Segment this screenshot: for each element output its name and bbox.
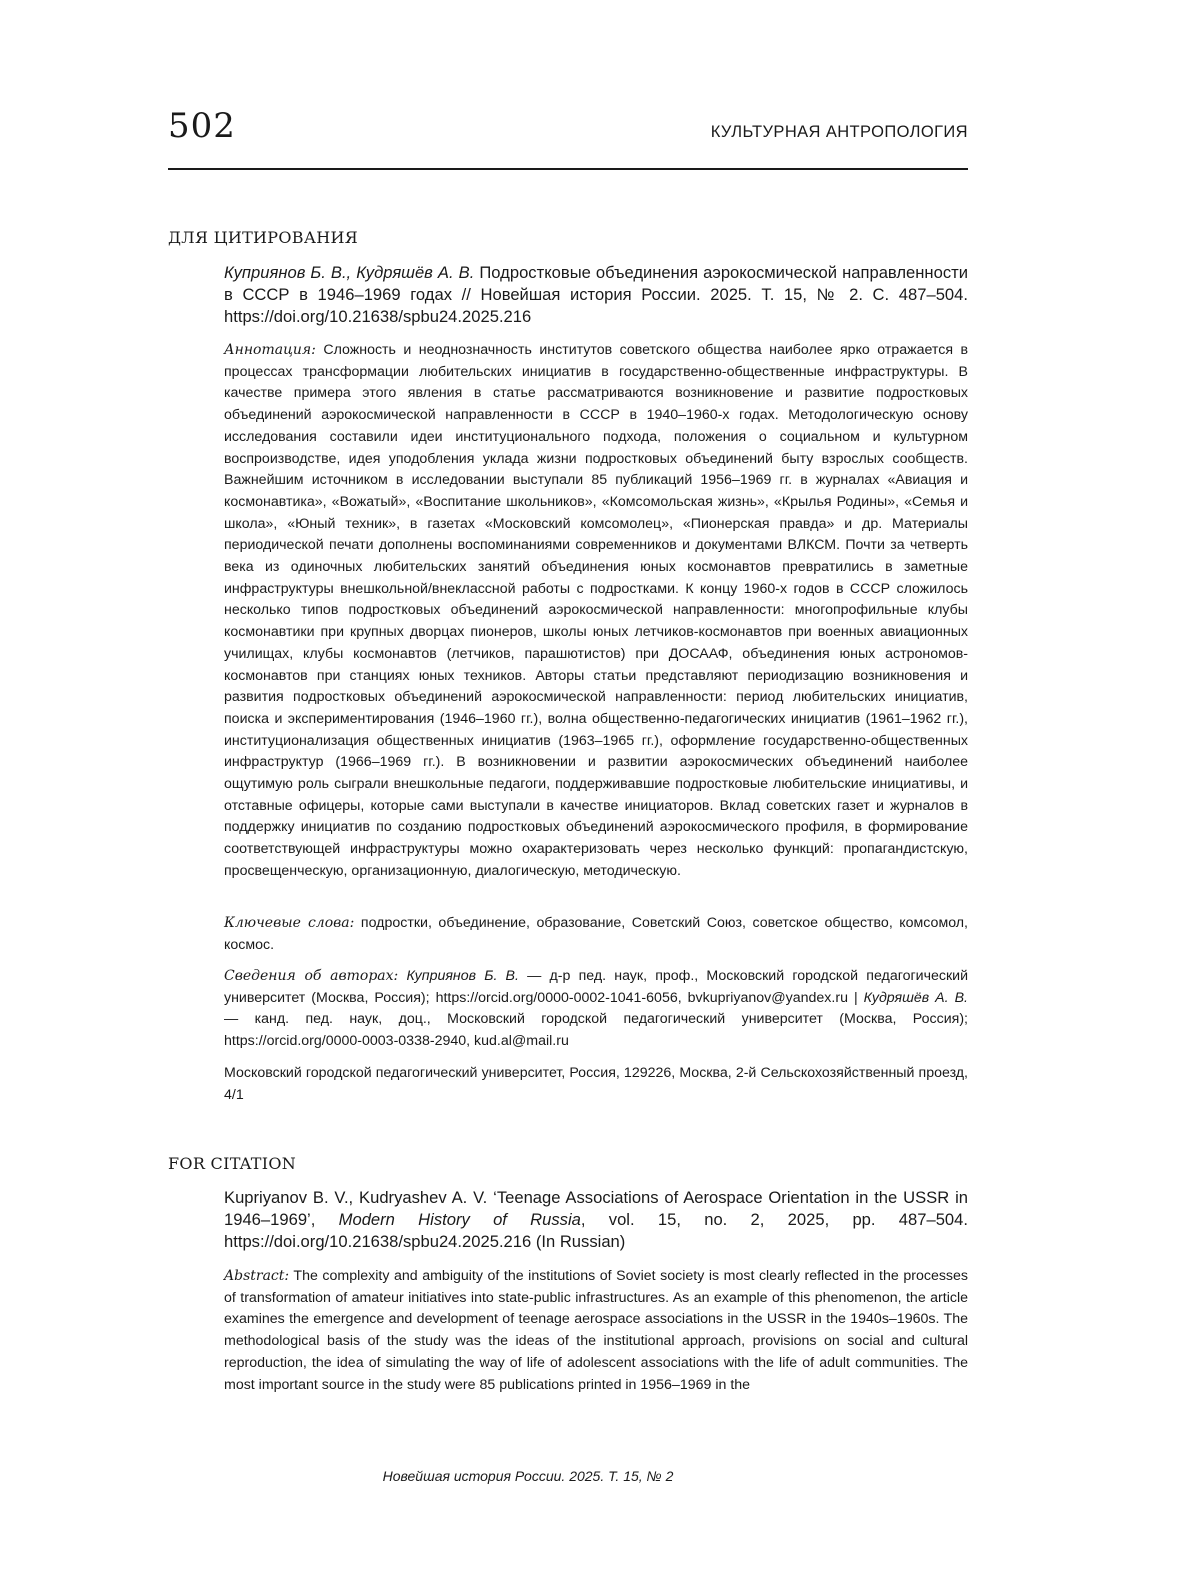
en-citation-journal: Modern History of Russia (338, 1210, 581, 1229)
page-number: 502 (168, 106, 236, 146)
ru-authors-info-label: Сведения об авторах: (224, 968, 399, 984)
en-abstract-text: The complexity and ambiguity of the institutions of Soviet society is most clearly reflected in the processes of transformation of amateur initiatives into state-public infrastructures. As an example of this phenomenon, the article examines the emergence and development of teenage aerospace associations in the USSR in the 1940s–1960s. The methodological basis of the study was the ideas of the institutional approach, provisions on social and cultural reproduction, the idea of simulating the way of life of adolescent associations with the life of adult communities. The most important source in the study were 85 publications printed in 1956–1969 in the (224, 1268, 969, 1393)
en-abstract (224, 1266, 968, 1396)
ru-author1-name: Куприянов Б. В. (406, 968, 519, 984)
page (168, 0, 968, 1571)
en-citation-part1: Kupriyanov B. V., Kudryashev A. V. ‘Teenage Associations of Aerospace Orientation in the USSR in 1946–1969’, (224, 1188, 968, 1229)
ru-author2-text: — канд. пед. наук, доц., Московский городской педагогический университет (Москва, Россия); https://orcid.org/0000-0003-0338-2940, kud.al@mail.ru (224, 1011, 968, 1050)
ru-keywords-label: Ключевые слова: (224, 915, 355, 931)
ru-abstract-label: Аннотация: (224, 342, 316, 358)
ru-abstract-text: Сложность и неоднозначность институтов советского общества наиболее ярко отражается в процессах трансформации любительских инициатив в государственно-общественные инфраструктуры. В качестве примера этого явления в статье рассматриваются возникновение и развитие подростковых объединений аэрокосмической направленности в СССР в 1940–1960-х годах. Методологическую основу исследования составили идеи институционального подхода, положения о социальном и культурном воспроизводстве, идея уподобления уклада жизни подростковых объединений быту взрослых сообществ. Важнейшим источником в исследовании выступали 85 публикаций 1956–1969 гг. в журналах «Авиация и космонавтика», «Вожатый», «Воспитание школьников», «Комсомольская жизнь», «Крылья Родины», «Семья и школа», «Юный техник», в газетах «Московский комсомолец», «Пионерская правда» и др. Материалы периодической печати дополнены воспоминаниями современников и документами ВЛКСМ. Почти за четверть века из одиночных любительских занятий объединения юных космонавтов превратились в заметные инфраструктуры внешкольной/внеклассной работы с подростками. К концу 1960-х годов в СССР сложилось несколько типов подростковых объединений аэрокосмической направленности: многопрофильные клубы космонавтики при крупных дворцах пионеров, школы юных летчиков-космонавтов при военных авиационных училищах, клубы космонавтов (летчиков, парашютистов) при ДОСААФ, объединения юных астрономов-космонавтов при станциях юных техников. Авторы статьи представляют периодизацию возникновения и развития подростковых объединений аэрокосмической направленности: период любительских инициатив, поиска и экспериментирования (1946–1960 гг.), волна общественно-педагогических инициатив (1961–1962 гг.), институционализация общественных инициатив (1963–1965 гг.), оформление государственно-общественных инфраструктур (1966–1969 гг.). В возникновении и развитии аэрокосмических объединений наиболее ощутимую роль сыграли внешкольные педагоги, поддерживавшие подростковые любительские инициативы, и отставные офицеры, которые сами выступали в качестве инициаторов. Вклад советских газет и журналов в поддержку инициатив по созданию подростковых объединений аэрокосмического профиля, в формирование соответствующей инфраструктуры можно охарактеризовать через несколько функций: пропагандистскую, просвещенческую, организационную, диалогическую, методическую. (224, 342, 968, 879)
running-footer: Новейшая история России. 2025. Т. 15, № 2 (382, 1468, 674, 1484)
running-header (168, 100, 968, 170)
ru-citation-authors: Куприянов Б. В., Кудряшёв А. В. (224, 263, 475, 282)
en-citation-part2: , vol. 15, no. 2, 2025, pp. 487–504. https://doi.org/10.21638/spbu24.2025.216 (In Russian) (224, 1210, 968, 1251)
ru-author1-text: — д-р пед. наук, проф., Московский городской педагогический университет (Москва, Россия); https://orcid.org/0000-0002-1041-6056, bvkupriyanov@yandex.ru | (224, 968, 969, 1006)
en-citation (224, 1187, 968, 1253)
ru-abstract (224, 340, 968, 883)
ru-keywords (224, 913, 968, 956)
en-section-title: FOR CITATION (168, 1154, 297, 1173)
en-abstract-label: Abstract: (224, 1268, 290, 1284)
ru-author2-name: Кудряшёв А. В. (863, 989, 968, 1006)
ru-address: Московский городской педагогический университет, Россия, 129226, Москва, 2-й Сельскохозяйственный проезд, 4/1 (224, 1065, 968, 1103)
ru-section-title: ДЛЯ ЦИТИРОВАНИЯ (168, 228, 358, 247)
ru-keywords-text: подростки, объединение, образование, Советский Союз, советское общество, комсомол, космос. (224, 915, 969, 953)
ru-authors-info (224, 966, 968, 1053)
ru-citation (224, 262, 968, 328)
journal-section-title: КУЛЬТУРНАЯ АНТРОПОЛОГИЯ (710, 123, 968, 141)
ru-citation-text: Подростковые объединения аэрокосмической направленности в СССР в 1946–1969 годах // Новейшая история России. 2025. Т. 15, № 2. С. 487–504. https://doi.org/10.21638/spbu24.2025.216 (224, 263, 968, 326)
